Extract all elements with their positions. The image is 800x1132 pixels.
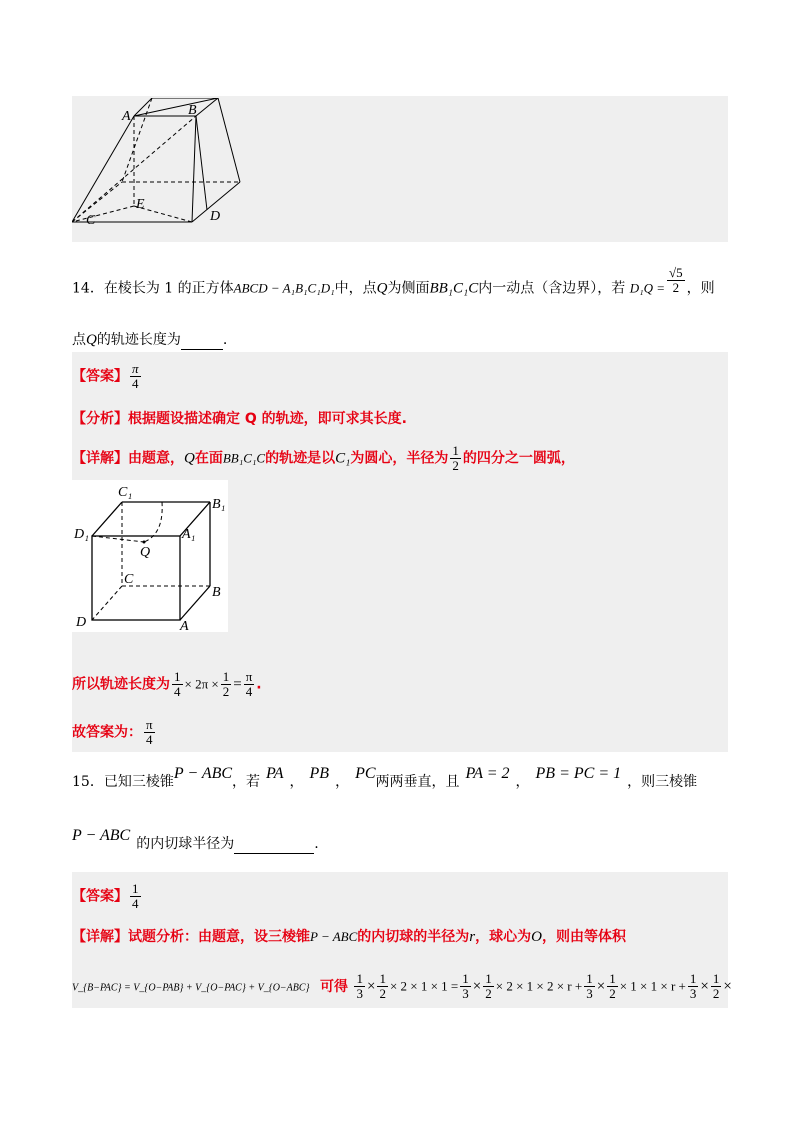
q15-pb: PB [309, 765, 330, 782]
q15-tetra: P − ABC [173, 765, 233, 782]
a15-eq-frac7-num: 1 [689, 971, 697, 986]
q15-answer-blank [234, 837, 314, 854]
a14-detail-e: 的四分之一圆弧， [462, 450, 575, 467]
q15-text1: 已知三棱锥 [103, 774, 174, 790]
a14-analysis-label: 【分析】 [72, 411, 128, 427]
a15-eq-frac7-den: 3 [689, 986, 697, 1001]
fig2-label-B: B [212, 585, 221, 600]
fig1-label-E: E [136, 197, 145, 212]
fig2-label-A: A [180, 619, 189, 632]
a14-detail-face: BB₁C₁C [222, 450, 266, 466]
a15-r: r [469, 929, 476, 945]
q14-cond-left: D₁Q = [629, 280, 666, 296]
a14-final-num: π [146, 717, 153, 732]
a15-tetra: P − ABC [310, 929, 358, 944]
a14-calc-frac3-num: π [245, 669, 253, 684]
a14-detail-label: 【详解】 [72, 450, 128, 467]
a15-eq-frac1-den: 3 [356, 986, 363, 1001]
a14-detail-center: C₁ [335, 450, 351, 467]
fig2-label-D1: D₁ [74, 527, 89, 542]
question-14-line2 [72, 330, 227, 350]
fig1-label-B: B [188, 103, 197, 118]
q14-line2-a: 点 [72, 332, 86, 348]
figure1-frustum-diagram [72, 98, 252, 238]
q14-answer-blank [181, 333, 223, 350]
q15-comma3: ， [515, 774, 530, 790]
figure2-cube-diagram [72, 480, 228, 632]
q14-cube: ABCD − A₁B₁C₁D₁ [233, 280, 335, 296]
q14-cond-num: √5 [669, 265, 683, 280]
a15-eq-frac5-num: 1 [586, 971, 593, 986]
a15-eq-frac5 [584, 972, 595, 1001]
fig2-label-C: C [124, 572, 134, 587]
q15-tetra-2: P − ABC [72, 827, 131, 844]
a14-analysis-line [72, 408, 407, 430]
a15-eq-frac2-den: 2 [379, 986, 386, 1001]
a15-o: O [531, 929, 542, 945]
fig1-label-C: C [86, 213, 96, 228]
a14-answer-fraction [130, 362, 141, 391]
q15-text2: ，若 [232, 774, 261, 790]
q14-line2-b: 的轨迹长度为 [96, 332, 181, 348]
a14-detail-q: Q [184, 450, 195, 467]
a15-x1: × [366, 978, 376, 995]
a15-term2: × 2 × 1 × 2 × r + [495, 978, 583, 994]
a15-eq-frac4 [483, 972, 494, 1001]
a15-eq-frac2-num: 1 [379, 971, 386, 986]
a15-answer-label: 【答案】 [72, 888, 128, 905]
figure1-panel [72, 96, 728, 242]
q15-text4: ，则三棱锥 [627, 774, 698, 790]
q15-line2-end: . [314, 836, 319, 852]
a14-calc-frac1 [172, 670, 183, 699]
q14-text1: 在棱长为 1 的正方体 [103, 280, 234, 297]
a15-eq-frac5-den: 3 [586, 986, 593, 1001]
q14-text3: 为侧面 [387, 280, 430, 297]
q14-line2-end: . [222, 332, 228, 348]
a15-detail-label: 【详解】 [72, 929, 128, 945]
q15-line2: 的内切球半径为 [136, 836, 235, 852]
a15-equation-line [72, 972, 732, 1001]
a15-answer-fraction [130, 882, 141, 911]
a14-answer-num: π [132, 361, 139, 376]
a15-detail-b: 的内切球的半径为 [357, 929, 470, 945]
fig2-label-A1: A₁ [182, 527, 196, 542]
a14-calc-frac1-num: 1 [174, 669, 181, 684]
a14-answer-den: 4 [132, 376, 139, 391]
fig2-label-D: D [76, 615, 87, 630]
a15-term3: × 1 × 1 × r + [619, 978, 686, 994]
a14-calc-frac3 [244, 670, 255, 699]
a15-eq-frac4-den: 2 [485, 986, 492, 1001]
q14-text2: 中，点 [334, 280, 377, 297]
q14-point: Q [376, 280, 388, 297]
a15-eq-frac1-num: 1 [356, 971, 363, 986]
a14-final-line [72, 718, 157, 747]
a15-eq-frac8 [711, 972, 722, 1001]
q15-number: 15． [72, 774, 104, 790]
a14-final-fraction [144, 718, 155, 747]
a14-final-den: 4 [146, 732, 153, 747]
a14-detail-b: 在面 [194, 450, 223, 467]
a15-answer-num: 1 [132, 881, 139, 896]
a15-eq-frac3 [460, 972, 471, 1001]
a14-analysis-text: 根据题设描述确定 Q 的轨迹，即可求其长度. [128, 411, 407, 427]
a14-detail-line [72, 444, 575, 473]
a15-eq-frac6 [607, 972, 618, 1001]
fig2-label-B1: B₁ [212, 497, 226, 512]
a15-x4: × [700, 978, 709, 995]
a14-answer-line [72, 362, 143, 391]
fig1-label-D: D [210, 209, 221, 224]
q14-text4: 内一动点（含边界），若 [478, 280, 626, 297]
a15-vol-eq: V_{B−PAC} = V_{O−PAB} + V_{O−PAC} + V_{O−ABC} [72, 982, 310, 994]
a15-answer-den: 4 [132, 896, 139, 911]
a14-calc: × 2π × [184, 676, 219, 692]
a14-so-line [72, 670, 262, 699]
figure2-panel [72, 480, 228, 632]
q14-point-2: Q [86, 332, 97, 348]
q15-comma1: ， [289, 774, 304, 790]
q15-eq2: PB = PC = 1 [535, 765, 622, 782]
a15-eq-frac2 [377, 972, 388, 1001]
a14-calc-frac2-den: 2 [222, 684, 230, 699]
a15-term4: × [723, 978, 732, 995]
q14-cond-fraction [667, 266, 685, 295]
question-15-line1 [72, 765, 698, 792]
q14-cond-den: 2 [672, 280, 680, 295]
fig2-label-Q: Q [140, 545, 151, 560]
a15-answer-line [72, 882, 143, 911]
a15-detail-line [72, 926, 626, 948]
a14-period: . [256, 676, 262, 693]
a15-eq-frac1 [354, 972, 365, 1001]
a14-so-text: 所以轨迹长度为 [72, 676, 170, 693]
a15-eq-frac8-num: 1 [712, 971, 720, 986]
a15-x3: × [596, 978, 606, 995]
a14-calc-frac2 [221, 670, 232, 699]
q15-comma2: ， [335, 774, 350, 790]
a15-eq-frac3-num: 1 [462, 971, 469, 986]
q15-pc: PC [355, 765, 376, 782]
a14-detail-c: 的轨迹是以 [265, 450, 336, 467]
a14-half-den: 2 [452, 458, 459, 473]
a15-detail-a: 试题分析：由题意，设三棱锥 [128, 929, 310, 945]
a15-x2: × [472, 978, 482, 995]
a14-half-fraction [450, 444, 461, 473]
a14-half-num: 1 [452, 443, 459, 458]
a15-eq-frac6-num: 1 [609, 971, 616, 986]
a14-calc-frac3-den: 4 [245, 684, 253, 699]
a15-eq-frac8-den: 2 [712, 986, 720, 1001]
a14-calc-frac1-den: 4 [174, 684, 181, 699]
a15-eq-terms: × 2 × 1 × 1 = [389, 978, 459, 994]
q15-pa: PA [266, 765, 284, 782]
question-15-line2 [72, 827, 319, 854]
q14-number: 14． [72, 280, 104, 297]
fig1-label-A: A [122, 109, 131, 124]
a15-eq-frac7 [688, 972, 699, 1001]
a15-detail-c: ，球心为 [475, 929, 532, 945]
a15-eq-frac3-den: 3 [462, 986, 469, 1001]
a14-final-label: 故答案为： [72, 724, 142, 741]
a15-detail-d: ，则由等体积 [541, 929, 626, 945]
a14-detail-d: 为圆心，半径为 [350, 450, 449, 467]
a15-eq-frac6-den: 2 [609, 986, 616, 1001]
q14-face: BB₁C₁C [429, 280, 479, 297]
q14-text5: ，则 [686, 280, 715, 297]
a14-detail-a: 由题意， [128, 450, 184, 467]
a15-eq-frac4-num: 1 [485, 971, 492, 986]
a14-calc-eq: = [233, 676, 242, 693]
a15-kede: 可得 [320, 978, 349, 995]
question-14-line1 [72, 265, 715, 303]
fig2-label-C1: C₁ [118, 485, 133, 500]
a14-answer-label: 【答案】 [72, 368, 128, 385]
a14-calc-frac2-num: 1 [222, 669, 230, 684]
q15-text3: 两两垂直，且 [375, 774, 460, 790]
q15-eq1: PA = 2 [465, 765, 510, 782]
